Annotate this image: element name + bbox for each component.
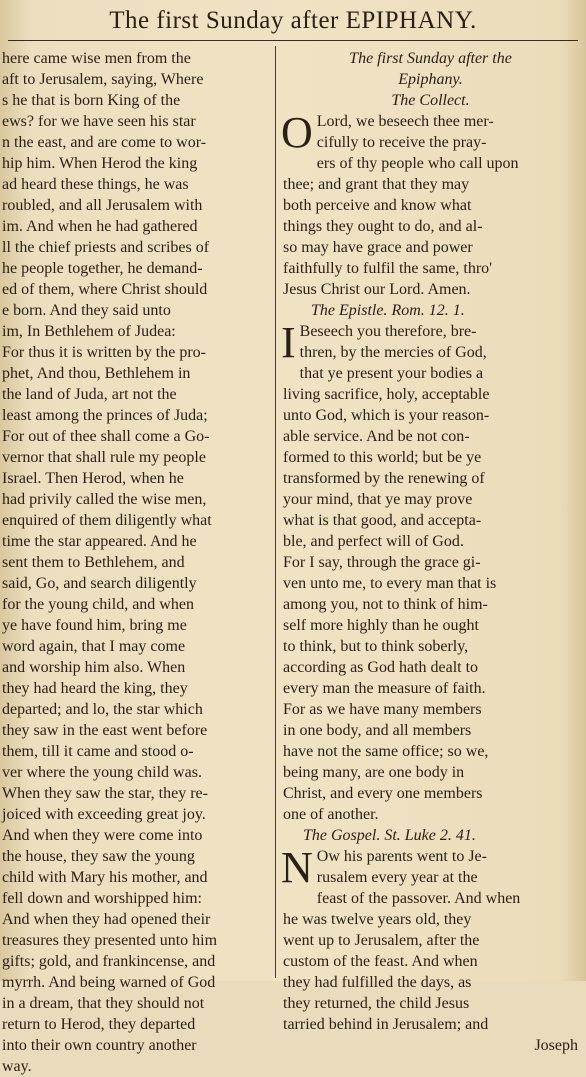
text-line: ver where the young child was. — [2, 764, 202, 781]
text-line: in a dream, that they should not — [2, 995, 205, 1012]
epistle-line: self more highly than he ought — [283, 617, 479, 634]
text-line: n the east, and are come to wor- — [2, 134, 207, 151]
epistle-line: ven unto me, to every man that is — [283, 575, 497, 592]
text-line: im. And when he had gathered — [2, 218, 198, 235]
epistle-line: thren, by the mercies of God, — [299, 344, 487, 361]
epistle-line: For I say, through the grace gi- — [283, 554, 481, 571]
epistle-line: according as God hath dealt to — [283, 659, 479, 676]
gospel-line: he was twelve years old, they — [283, 911, 472, 928]
page-title: The first Sunday after EPIPHANY. — [109, 7, 477, 34]
left-column — [0, 48, 272, 1077]
column-divider — [275, 46, 276, 978]
collect-line: cifully to receive the pray- — [316, 134, 487, 151]
text-line: fell down and worshipped him: — [2, 890, 202, 907]
text-line: s he that is born King of the — [2, 92, 181, 109]
gospel-line: they returned, the child Jesus — [283, 995, 470, 1012]
epistle-line: Christ, and every one members — [283, 785, 483, 802]
text-line: them, till it came and stood o- — [2, 743, 194, 760]
gospel-line: Joseph — [534, 1037, 578, 1054]
text-line: had privily called the wise men, — [2, 491, 207, 508]
collect-line: Lord, we beseech thee mer- — [316, 113, 494, 130]
header-rule — [8, 40, 578, 41]
section-heading-continued: Epiphany. — [398, 71, 463, 88]
epistle-line: For as we have many members — [283, 701, 482, 718]
text-line: gifts; gold, and frankincense, and — [2, 953, 216, 970]
text-line: hip him. When Herod the king — [2, 155, 198, 172]
text-line: least among the princes of Juda; — [2, 407, 208, 424]
text-line: phet, And thou, Bethlehem in — [2, 365, 191, 382]
collect-heading: The Collect. — [391, 92, 470, 109]
text-line: return to Herod, they departed — [2, 1016, 196, 1033]
gospel-line: they had fulfilled the days, as — [283, 974, 472, 991]
text-line: departed; and lo, the star which — [2, 701, 203, 718]
epistle-dropcap: I — [281, 318, 296, 367]
epistle-text — [281, 318, 578, 825]
epistle-line: living sacrifice, holy, acceptable — [283, 386, 490, 403]
section-heading: The first Sunday after the — [349, 50, 512, 67]
text-line: time the star appeared. And he — [2, 533, 197, 550]
right-column — [281, 48, 578, 1056]
text-line: the house, they saw the young — [2, 848, 195, 865]
text-line: joiced with exceeding great joy. — [2, 806, 206, 823]
gospel-line: Ow his parents went to Je- — [316, 848, 487, 865]
collect-line: thee; and grant that they may — [283, 176, 470, 193]
epistle-line: that ye present your bodies a — [299, 365, 484, 382]
epistle-line: unto God, which is your reason- — [283, 407, 490, 424]
epistle-line: Beseech you therefore, bre- — [299, 323, 477, 340]
epistle-line: formed to this world; but be ye — [283, 449, 482, 466]
gospel-text — [281, 843, 578, 1056]
gospel-line: feast of the passover. And when — [316, 890, 521, 907]
collect-line: Jesus Christ our Lord. Amen. — [283, 281, 471, 298]
text-line: And when they were come into — [2, 827, 203, 844]
collect-line: both perceive and know what — [283, 197, 472, 214]
text-line: here came wise men from the — [2, 50, 191, 67]
text-line: ed of them, where Christ should — [2, 281, 208, 298]
text-line: way. — [2, 1058, 32, 1075]
epistle-heading: The Epistle. Rom. 12. 1. — [311, 302, 465, 319]
text-line: word again, that I may come — [2, 638, 186, 655]
collect-line: so may have grace and power — [283, 239, 473, 256]
gospel-line: went up to Jerusalem, after the — [283, 932, 480, 949]
text-line: When they saw the star, they re- — [2, 785, 208, 802]
gospel-dropcap: N — [281, 843, 313, 892]
text-line: For thus it is written by the pro- — [2, 344, 206, 361]
text-line: Israel. Then Herod, when he — [2, 470, 184, 487]
text-line: treasures they presented unto him — [2, 932, 218, 949]
text-line: said, Go, and search diligently — [2, 575, 197, 592]
epistle-line: what is that good, and accepta- — [283, 512, 482, 529]
gospel-line: tarried behind in Jerusalem; and — [283, 1016, 489, 1033]
text-line: for the young child, and when — [2, 596, 194, 613]
epistle-line: your mind, that ye may prove — [283, 491, 473, 508]
text-line: ll the chief priests and scribes of — [2, 239, 210, 256]
text-line: the land of Juda, art not the — [2, 386, 177, 403]
text-line: For out of thee shall come a Go- — [2, 428, 210, 445]
text-line: myrrh. And being warned of God — [2, 974, 216, 991]
gospel-heading: The Gospel. St. Luke 2. 41. — [303, 827, 476, 844]
text-line: roubled, and all Jerusalem with — [2, 197, 203, 214]
epistle-line: among you, not to think of him- — [283, 596, 488, 613]
text-line: he people together, he demand- — [2, 260, 203, 277]
epistle-line: every man the measure of faith. — [283, 680, 486, 697]
text-line: aft to Jerusalem, saying, Where — [2, 71, 204, 88]
epistle-line: being many, are one body in — [283, 764, 465, 781]
gospel-line: rusalem every year at the — [316, 869, 478, 886]
text-line: they had heard the king, they — [2, 680, 188, 697]
epistle-line: ble, and perfect will of God. — [283, 533, 464, 550]
collect-line: ers of thy people who call upon — [316, 155, 519, 172]
text-line: and worship him also. When — [2, 659, 186, 676]
text-line: ye have found him, bring me — [2, 617, 187, 634]
collect-text — [281, 108, 578, 300]
text-line: child with Mary his mother, and — [2, 869, 208, 886]
text-line: ews? for we have seen his star — [2, 113, 196, 130]
text-line: And when they had opened their — [2, 911, 211, 928]
text-line: ad heard these things, he was — [2, 176, 189, 193]
collect-dropcap: O — [281, 108, 313, 157]
epistle-line: have not the same office; so we, — [283, 743, 489, 760]
text-line: vernor that shall rule my people — [2, 449, 206, 466]
collect-line: things they ought to do, and al- — [283, 218, 483, 235]
epistle-line: able service. And be not con- — [283, 428, 470, 445]
text-line: into their own country another — [2, 1037, 197, 1054]
epistle-line: in one body, and all members — [283, 722, 472, 739]
text-line: enquired of them diligently what — [2, 512, 212, 529]
epistle-line: one of another. — [283, 806, 379, 823]
text-line: sent them to Bethlehem, and — [2, 554, 185, 571]
text-line: e born. And they said unto — [2, 302, 171, 319]
epistle-line: to think, but to think soberly, — [283, 638, 469, 655]
text-line: im, In Bethlehem of Judea: — [2, 323, 176, 340]
epistle-line: transformed by the renewing of — [283, 470, 485, 487]
gospel-line: custom of the feast. And when — [283, 953, 478, 970]
text-line: they saw in the east went before — [2, 722, 208, 739]
collect-line: faithfully to fulfil the same, thro' — [283, 260, 493, 277]
